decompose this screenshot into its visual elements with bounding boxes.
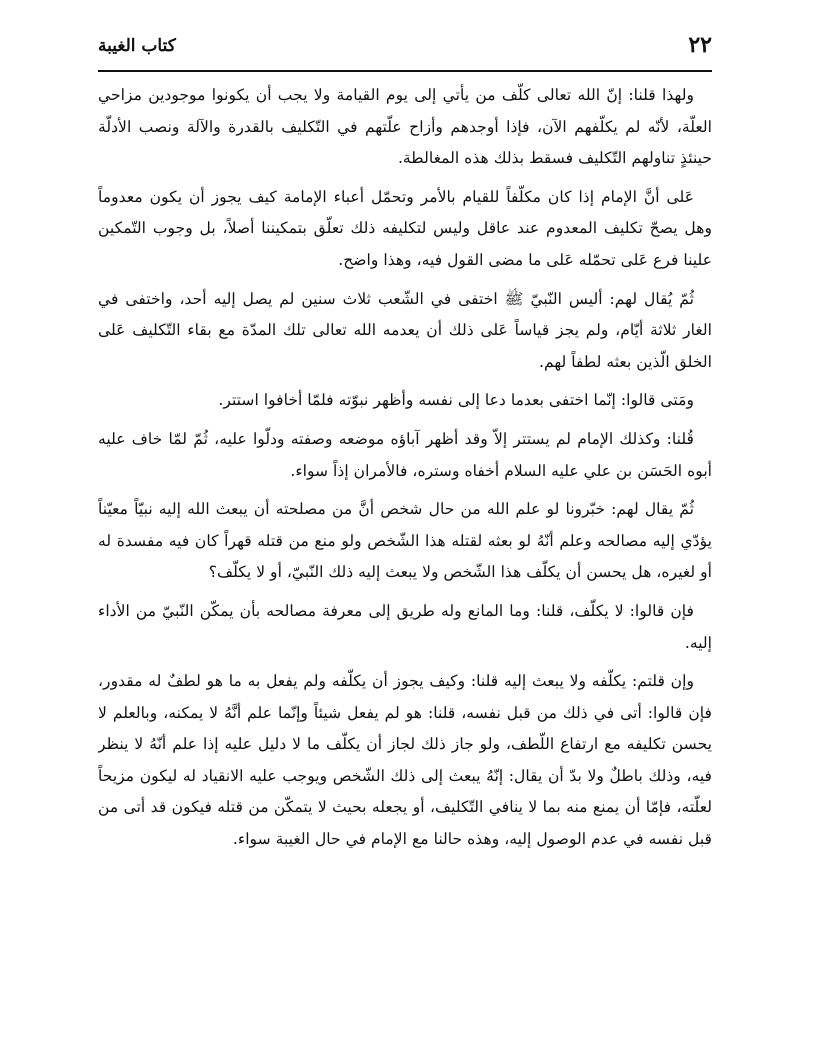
paragraph: عَلى أنَّ الإمام إذا كان مكلّفاً للقيام بالأمر وتحمّل أعباء الإمامة كيف يجوز أن يكون معدوماً وهل يصحّ تكليف المعدوم عند عاقل وليس لتكليفه ذلك تعلّق بتمكيننا أصلاً، بل وجوب التّمكين علينا فرع عَلى تحمّله عَلى ما مضى القول فيه، وهذا واضح.	[98, 187, 712, 269]
paragraph: قُلنا: وكذلك الإمام لم يستتر إلاّ وقد أظهر آباؤه موضعه وصفته ودلّوا عليه، ثُمّ لمّا خاف عليه أبوه الحَسَن بن علي عليه السلام أخفاه وستره، فالأمران إذاً سواء.	[98, 429, 712, 480]
paragraph: فإن قالوا: لا يكلّف، قلنا: وما المانع وله طريق إلى معرفة مصالحه بأن يمكّن النّبيّ من الأداء إليه.	[98, 601, 712, 652]
paragraph: ثُمّ يُقال لهم: أليس النّبيّ ﷺ اختفى في الشّعب ثلاث سنين لم يصل إليه أحد، واختفى في الغار ثلاثة أيّام، ولم يجز قياساً عَلى ذلك أن يعدمه الله تعالى تلك المدّة مع بقاء التّكليف عَلى الخلق الّذين بعثه لطفاً لهم.	[98, 289, 712, 371]
page-header	[98, 30, 712, 70]
paragraph: ولهذا قلنا: إنّ الله تعالى كلّف من يأتي إلى يوم القيامة ولا يجب أن يكونوا موجودين مزاحي العلّة، لأنّه لم يكلّفهم الآن، فإذا أوجدهم وأزاح علّتهم في التّكليف بالقدرة والآلة ونصب الأدلّة حينئذٍ تناولهم التّكليف فسقط بذلك هذه المغالطة.	[98, 86, 712, 168]
page-number: ٢٢	[688, 32, 712, 58]
paragraph: ثُمّ يقال لهم: خبّرونا لو علم الله من حال شخص أنَّ من مصلحته أن يبعث الله إليه نبيّاً معيّناً يؤدّي إليه مصالحه وعلم أنّهُ لو بعثه لقتله هذا الشّخص ولو منع من قتله قهراً كان فيه مفسدة له أو لغيره، هل يحسن أن يكلّف هذا الشّخص ولا يبعث إليه ذلك النّبيّ، أو لا يكلّف؟	[98, 500, 712, 582]
running-title: كتاب الغيبة	[98, 36, 176, 56]
body-text	[98, 80, 712, 1030]
header-divider	[98, 70, 712, 72]
paragraph: وإن قلتم: يكلّفه ولا يبعث إليه قلنا: وكيف يجوز أن يكلّفه ولم يفعل به ما هو لطفٌ له مقدور، فإن قالوا: أتى في ذلك من قبل نفسه، قلنا: هو لم يفعل شيئاً وإنّما علم أنَّهُ لا يمكنه، وبالعلم لا يحسن تكليفه مع ارتفاع اللّطف، ولو جاز ذلك لجاز أن يكلّف ما لا دليل عليه إذا علم أنّهُ لا ينظر فيه، وذلك باطلٌ ولا بدّ أن يقال: إنّهُ يبعث إلى ذلك الشّخص ويوجب عليه الانقياد له ليكون مزيحاً لعلّته، فإمّا أن يمنع منه بما لا ينافي التّكليف، أو يجعله بحيث لا يتمكّن من قتله فيكون قد أتى من قبل نفسه في عدم الوصول إليه، وهذه حالنا مع الإمام في حال الغيبة سواء.	[98, 672, 712, 849]
paragraph: ومَتى قالوا: إنّما اختفى بعدما دعا إلى نفسه وأظهر نبوّته فلمّا أخافوا استتر.	[218, 391, 694, 410]
